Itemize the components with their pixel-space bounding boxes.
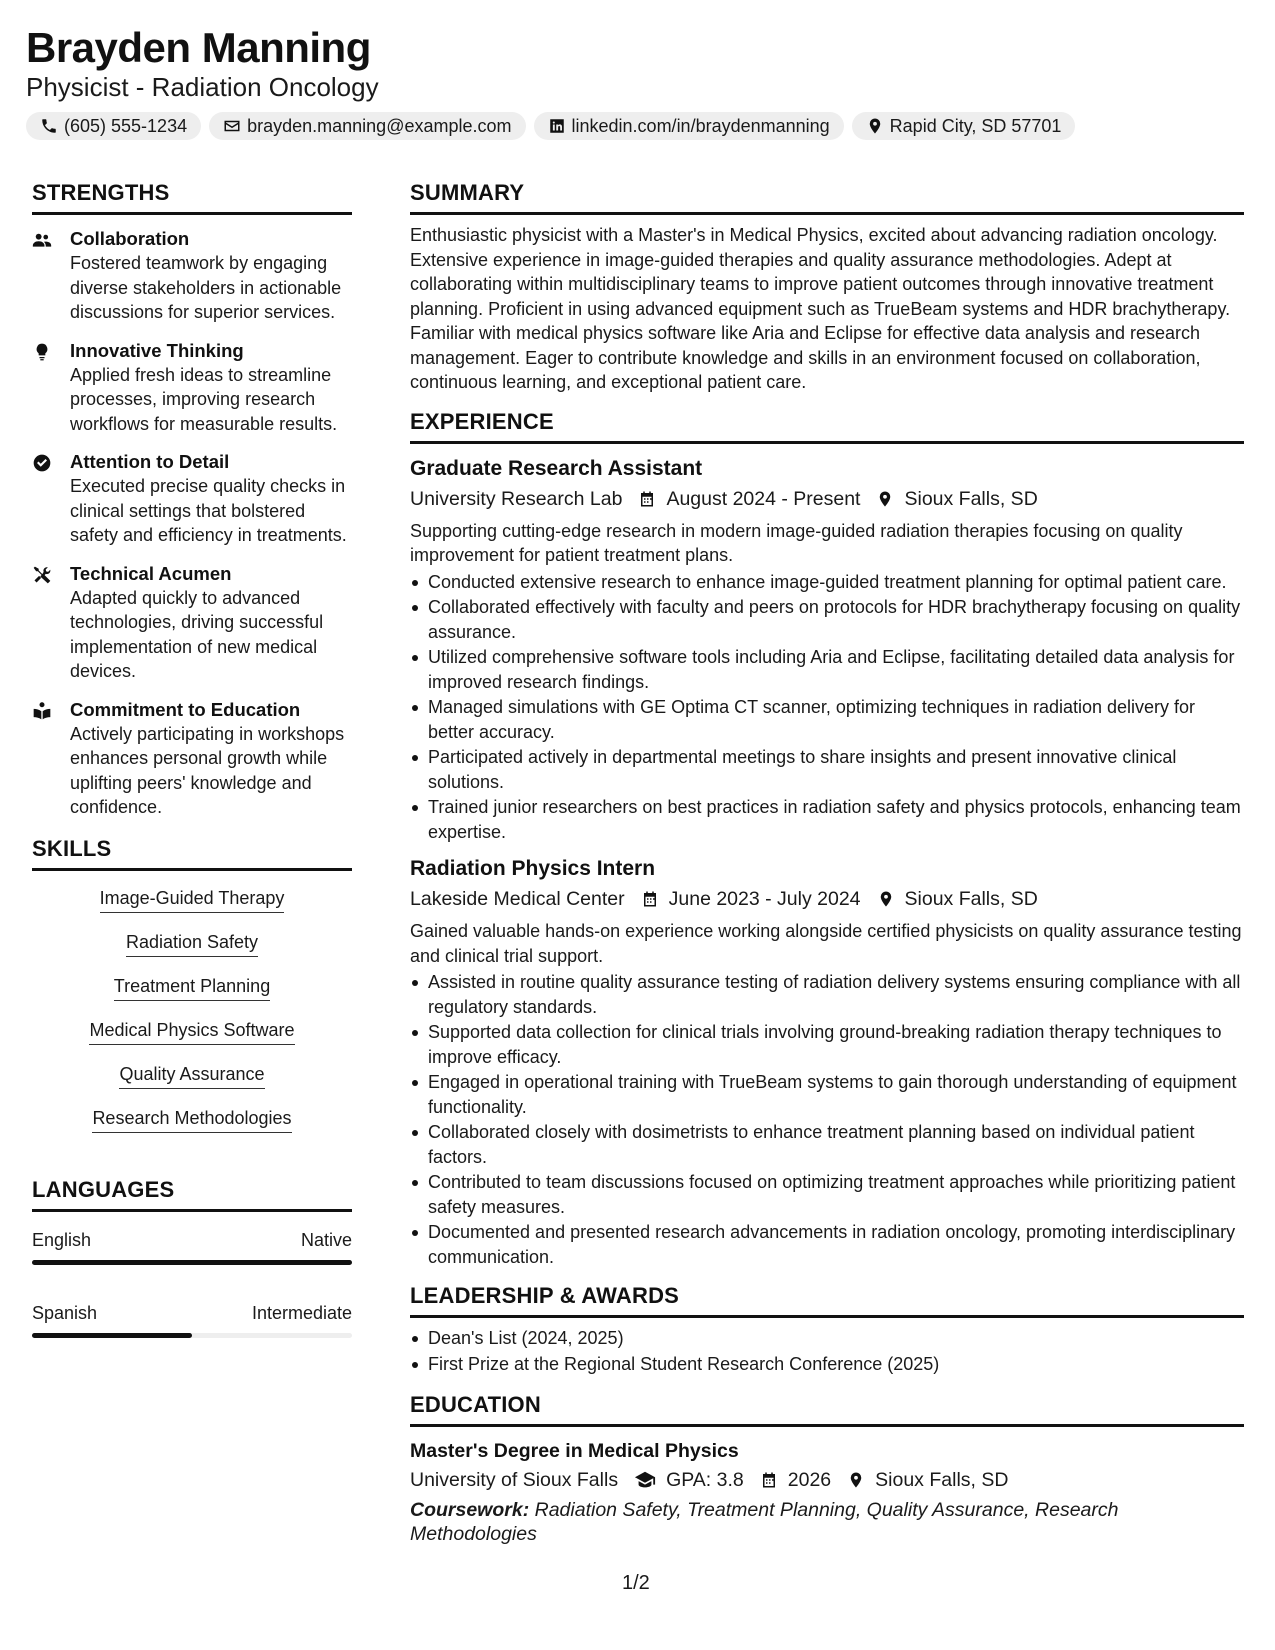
school-name: University of Sioux Falls [410, 1469, 619, 1491]
tools-icon [32, 565, 52, 585]
language-bar [32, 1333, 352, 1338]
graduation-year: 2026 [787, 1469, 832, 1491]
languages-list [32, 1228, 352, 1338]
language-level: Native [300, 1229, 352, 1250]
strength-title: Collaboration [70, 228, 190, 249]
award-item: Dean's List (2024, 2025) [410, 1326, 1244, 1351]
book-reader-icon [32, 701, 52, 721]
contact-email-text: brayden.manning@example.com [247, 115, 512, 136]
job-company: University Research Lab [410, 487, 623, 510]
strength-desc: Executed precise quality checks in clinical settings that bolstered safety and efficiency in treatments. [70, 476, 347, 545]
skills-list [32, 885, 352, 1149]
award-item: First Prize at the Regional Student Research Conference (2025) [410, 1352, 1244, 1377]
awards-list [410, 1326, 1244, 1376]
strength-item [32, 562, 352, 684]
bullet-item: Assisted in routine quality assurance testing of radiation delivery systems ensuring compliance with all regulatory standards. [410, 970, 1244, 1019]
skill-item: Research Methodologies [92, 1105, 291, 1133]
job-location: Sioux Falls, SD [904, 888, 1038, 910]
gpa-text: GPA: 3.8 [666, 1469, 744, 1491]
users-icon [32, 230, 52, 250]
linkedin-icon [548, 117, 566, 135]
job-dates: August 2024 - Present [666, 487, 861, 510]
education-meta [410, 1466, 1244, 1494]
awards-heading: LEADERSHIP & AWARDS [410, 1281, 1244, 1318]
map-pin-icon [877, 890, 895, 908]
bullet-item: Trained junior researchers on best practices in radiation safety and physics protocols, enhancing team expertise. [410, 795, 1244, 844]
summary-heading: SUMMARY [410, 178, 1244, 215]
job-entry [410, 854, 1244, 1269]
strength-item [32, 698, 352, 820]
strengths-list [32, 227, 352, 820]
bullet-item: Collaborated effectively with faculty and peers on protocols for HDR brachytherapy focusing on quality assurance. [410, 595, 1244, 644]
education-heading: EDUCATION [410, 1390, 1244, 1427]
job-title: Radiation Physics Intern [410, 857, 656, 880]
experience-heading: EXPERIENCE [410, 407, 1244, 444]
language-bar [32, 1260, 352, 1265]
skill-item: Radiation Safety [126, 929, 258, 957]
language-item [32, 1301, 352, 1338]
page-number: 1/2 [622, 1572, 650, 1594]
job-meta [410, 485, 1244, 513]
job-company: Lakeside Medical Center [410, 888, 625, 910]
coursework [410, 1498, 1244, 1546]
job-description: Supporting cutting-edge research in modern image-guided radiation therapies focusing on quality improvement for patient treatment plans. [410, 520, 1183, 565]
language-item [32, 1228, 352, 1265]
strength-desc: Fostered teamwork by engaging diverse stakeholders in actionable discussions for superior services. [70, 253, 342, 322]
phone-icon [40, 117, 58, 135]
check-circle-icon [32, 453, 52, 473]
calendar-icon [760, 1471, 778, 1489]
language-level: Intermediate [251, 1302, 352, 1323]
coursework-text: Radiation Safety, Treatment Planning, Quality Assurance, Research Methodologies [410, 1499, 1119, 1545]
language-name: English [32, 1229, 92, 1250]
envelope-icon [223, 117, 241, 135]
degree-title: Master's Degree in Medical Physics [410, 1440, 739, 1462]
bullet-item: Conducted extensive research to enhance image-guided treatment planning for optimal patient care. [410, 570, 1244, 595]
summary-text: Enthusiastic physicist with a Master's in Medical Physics, excited about advancing radiation oncology. Extensive experience in image-guided therapies and quality assurance methodologies. Adept at collaborating within multidisciplinary teams to improve patient outcomes through innovative treatment planning. Proficient in using advanced equipment such as TrueBeam systems and HDR brachytherapy. Familiar with medical physics software like Aria and Eclipse for effective data analysis and research management. Eager to contribute knowledge and skills in an environment focused on collaboration, continuous learning, and exceptional patient care. [410, 225, 1231, 392]
job-title: Graduate Research Assistant [410, 456, 703, 480]
job-description: Gained valuable hands-on experience working alongside certified physicists on quality assurance testing and clinical trial support. [410, 921, 1242, 966]
contact-phone-text: (605) 555-1234 [64, 115, 188, 136]
resume-header [26, 22, 1256, 140]
graduation-cap-icon [634, 1469, 656, 1491]
map-pin-icon [876, 490, 894, 508]
bullet-item: Engaged in operational training with TrueBeam systems to gain thorough understanding of equipment functionality. [410, 1070, 1244, 1119]
contact-bar [26, 112, 1256, 140]
strength-desc: Actively participating in workshops enhances personal growth while uplifting peers' knowledge and confidence. [70, 723, 345, 817]
bullet-item: Managed simulations with GE Optima CT scanner, optimizing techniques in radiation delivery for better accuracy. [410, 695, 1244, 744]
lightbulb-icon [32, 342, 52, 362]
bullet-item: Supported data collection for clinical trials involving ground-breaking radiation therapy techniques to improve efficacy. [410, 1020, 1244, 1069]
candidate-name: Brayden Manning [26, 24, 371, 71]
job-location: Sioux Falls, SD [904, 487, 1038, 510]
calendar-icon [638, 490, 656, 508]
strength-title: Attention to Detail [70, 451, 230, 472]
skill-item: Quality Assurance [119, 1061, 264, 1089]
map-pin-icon [866, 117, 884, 135]
bullet-item: Utilized comprehensive software tools including Aria and Eclipse, facilitating detailed data analysis for improved research findings. [410, 645, 1244, 694]
language-name: Spanish [32, 1302, 98, 1323]
strength-item [32, 339, 352, 437]
strength-title: Innovative Thinking [70, 339, 244, 361]
bullet-item: Collaborated closely with dosimetrists to enhance treatment planning based on individual patient factors. [410, 1120, 1244, 1169]
language-bar-fill [32, 1333, 192, 1338]
skill-item: Image-Guided Therapy [100, 885, 285, 913]
contact-location-text: Rapid City, SD 57701 [889, 115, 1062, 136]
strength-item [32, 450, 352, 548]
bullet-item: Participated actively in departmental meetings to share insights and present innovative clinical solutions. [410, 745, 1244, 794]
job-dates: June 2023 - July 2024 [668, 888, 861, 910]
map-pin-icon [847, 1471, 865, 1489]
strength-item [32, 227, 352, 325]
job-bullets [410, 970, 1244, 1269]
skill-item: Treatment Planning [114, 973, 270, 1001]
strength-desc: Applied fresh ideas to streamline processes, improving research workflows for measurable results. [70, 364, 338, 434]
strength-title: Technical Acumen [70, 562, 232, 584]
left-column [32, 178, 352, 1374]
skill-item: Medical Physics Software [89, 1017, 294, 1045]
strength-desc: Adapted quickly to advanced technologies, driving successful implementation of new medical devices. [70, 587, 324, 681]
languages-heading: LANGUAGES [32, 1175, 352, 1212]
skills-heading: SKILLS [32, 834, 352, 871]
bullet-item: Documented and presented research advancements in radiation oncology, promoting interdisciplinary communication. [410, 1220, 1244, 1269]
coursework-label: Coursework: [410, 1499, 530, 1521]
strengths-heading: STRENGTHS [32, 178, 352, 215]
contact-linkedin[interactable] [534, 112, 844, 140]
language-bar-fill [32, 1260, 352, 1265]
calendar-icon [641, 890, 659, 908]
contact-phone[interactable] [26, 112, 201, 140]
right-column [410, 178, 1244, 1546]
education-location: Sioux Falls, SD [875, 1469, 1009, 1491]
bullet-item: Contributed to team discussions focused on optimizing treatment approaches while prioritizing patient safety measures. [410, 1170, 1244, 1219]
job-meta [410, 885, 1244, 913]
job-entry [410, 454, 1244, 845]
contact-location [852, 112, 1076, 140]
strength-title: Commitment to Education [70, 698, 301, 720]
contact-email[interactable] [209, 112, 525, 140]
job-bullets [410, 570, 1244, 845]
candidate-title: Physicist - Radiation Oncology [26, 72, 379, 102]
contact-linkedin-text: linkedin.com/in/braydenmanning [571, 115, 830, 136]
